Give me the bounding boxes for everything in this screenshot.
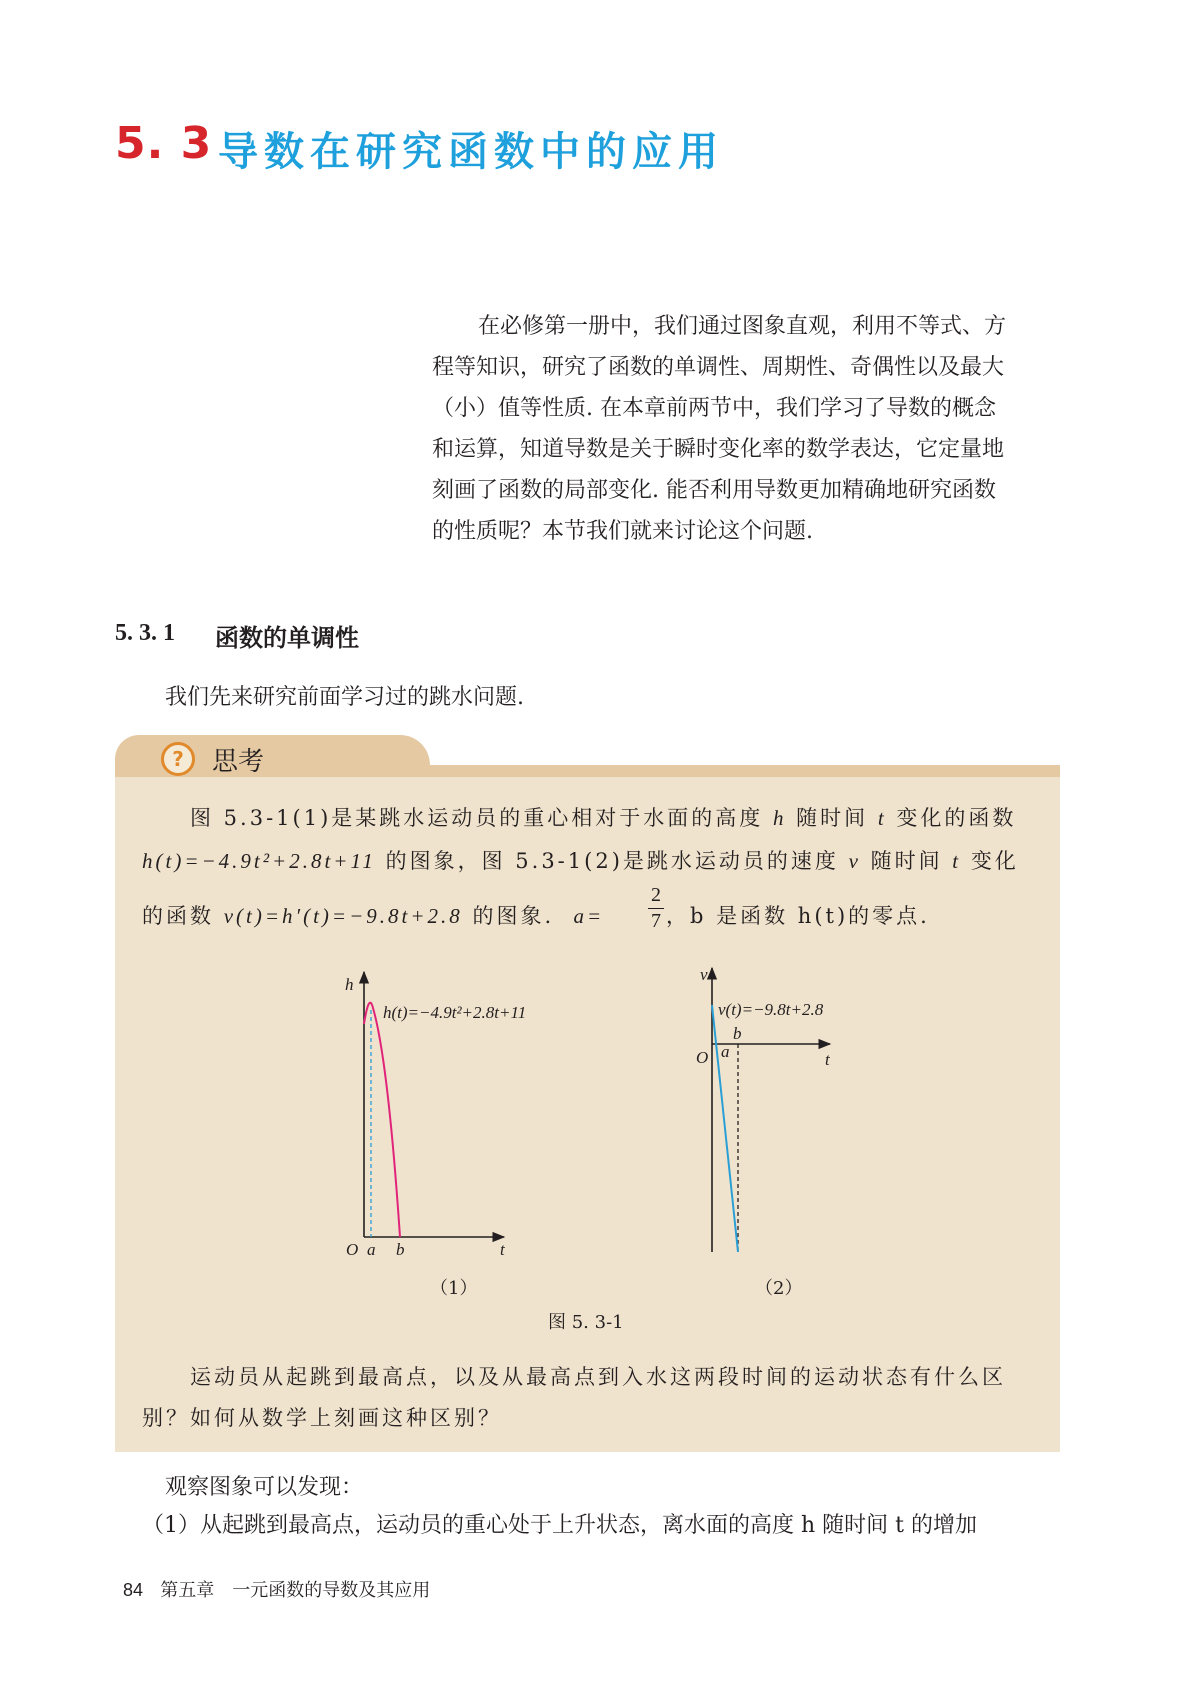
- axis-label-h: [345, 975, 354, 995]
- origin-label: [346, 1240, 358, 1260]
- text: h: [345, 975, 354, 994]
- text: 变化: [970, 849, 1019, 873]
- b-label: [733, 1024, 742, 1044]
- intro-line: 的性质呢？本节我们就来讨论这个问题.: [432, 519, 813, 544]
- axis-label-t: [500, 1240, 505, 1260]
- intro-line: 在必修第一册中，我们通过图象直观，利用不等式、方: [478, 314, 1007, 339]
- intro-line: 和运算，知道导数是关于瞬时变化率的数学表达，它定量地: [432, 437, 1005, 462]
- left-formula: [383, 1003, 526, 1023]
- text: 图 5.3-1(1)是某跳水运动员的重心相对于水面的高度: [190, 806, 764, 830]
- a-label: [721, 1042, 730, 1062]
- observation-line: （1）从起跳到最高点，运动员的重心处于上升状态，离水面的高度 h 随时间 t 的增加: [142, 1513, 977, 1538]
- text: 的图象，图 5.3-1(2)是跳水运动员的速度: [385, 849, 839, 873]
- question-icon: ?: [161, 742, 195, 776]
- text: 的函数: [142, 904, 214, 928]
- lead-text: 我们先来研究前面学习过的跳水问题.: [165, 685, 524, 710]
- page-footer: [123, 1576, 430, 1602]
- var-t: t: [952, 849, 962, 873]
- a-label: [367, 1240, 376, 1260]
- text: v(t)=−9.8t+2.8: [718, 1000, 824, 1019]
- var-h: h: [772, 806, 787, 830]
- fraction-numerator: 2: [651, 884, 661, 906]
- text: 变化的函数: [896, 806, 1017, 830]
- text: v: [700, 965, 708, 984]
- text: 随时间: [870, 849, 943, 873]
- think-line-3-end: ，b 是函数 h(t)的零点.: [666, 904, 930, 928]
- formula-h: h(t)=−4.9t²+2.8t+11: [142, 849, 376, 873]
- question-line-1: 运动员从起跳到最高点，以及从最高点到入水这两段时间的运动状态有什么区: [190, 1365, 1006, 1389]
- think-label: 思考: [212, 747, 265, 777]
- figure-sub-1: （1）: [430, 1278, 478, 1299]
- right-formula: [718, 1000, 823, 1020]
- observation-lead: 观察图象可以发现：: [165, 1475, 364, 1500]
- intro-line: 程等知识，研究了函数的单调性、周期性、奇偶性以及最大: [432, 355, 1005, 380]
- text: b: [733, 1024, 742, 1043]
- intro-line: （小）值等性质. 在本章前两节中，我们学习了导数的概念: [432, 396, 996, 421]
- section-number: 5. 3: [115, 118, 213, 169]
- intro-line: 刻画了函数的局部变化. 能否利用导数更加精确地研究函数: [432, 478, 996, 503]
- page-number: 84: [123, 1580, 144, 1600]
- text: t: [825, 1050, 830, 1069]
- origin-label: [696, 1048, 708, 1068]
- figure-sub-2: （2）: [755, 1278, 803, 1299]
- var-v: v: [848, 849, 861, 873]
- figure-caption: 图 5. 3-1: [548, 1312, 624, 1333]
- section-title: 导数在研究函数中的应用: [218, 129, 724, 175]
- b-label: [396, 1240, 405, 1260]
- text: t: [500, 1240, 505, 1259]
- formula-v: v(t)=h′(t)=−9.8t+2.8: [223, 904, 463, 928]
- subsection-number: 5. 3. 1: [115, 620, 175, 646]
- axis-label-v: [700, 965, 708, 985]
- text: 的图象.: [472, 904, 555, 928]
- fraction-denominator: 7: [651, 910, 661, 932]
- text: a: [367, 1240, 376, 1259]
- text: O: [346, 1240, 359, 1259]
- h-curve: [364, 1003, 400, 1237]
- question-line-2: 别？如何从数学上刻画这种区别？: [142, 1406, 502, 1430]
- axis-label-t: [825, 1050, 830, 1070]
- text: b: [396, 1240, 405, 1259]
- subsection-title: 函数的单调性: [215, 624, 359, 652]
- text: 随时间: [796, 806, 869, 830]
- text: O: [696, 1048, 709, 1067]
- text: h(t)=−4.9t²+2.8t+11: [383, 1003, 527, 1022]
- text: a: [721, 1042, 730, 1061]
- var-a: a=: [573, 904, 605, 928]
- chapter-title: 第五章 一元函数的导数及其应用: [160, 1580, 431, 1601]
- var-t: t: [877, 806, 887, 830]
